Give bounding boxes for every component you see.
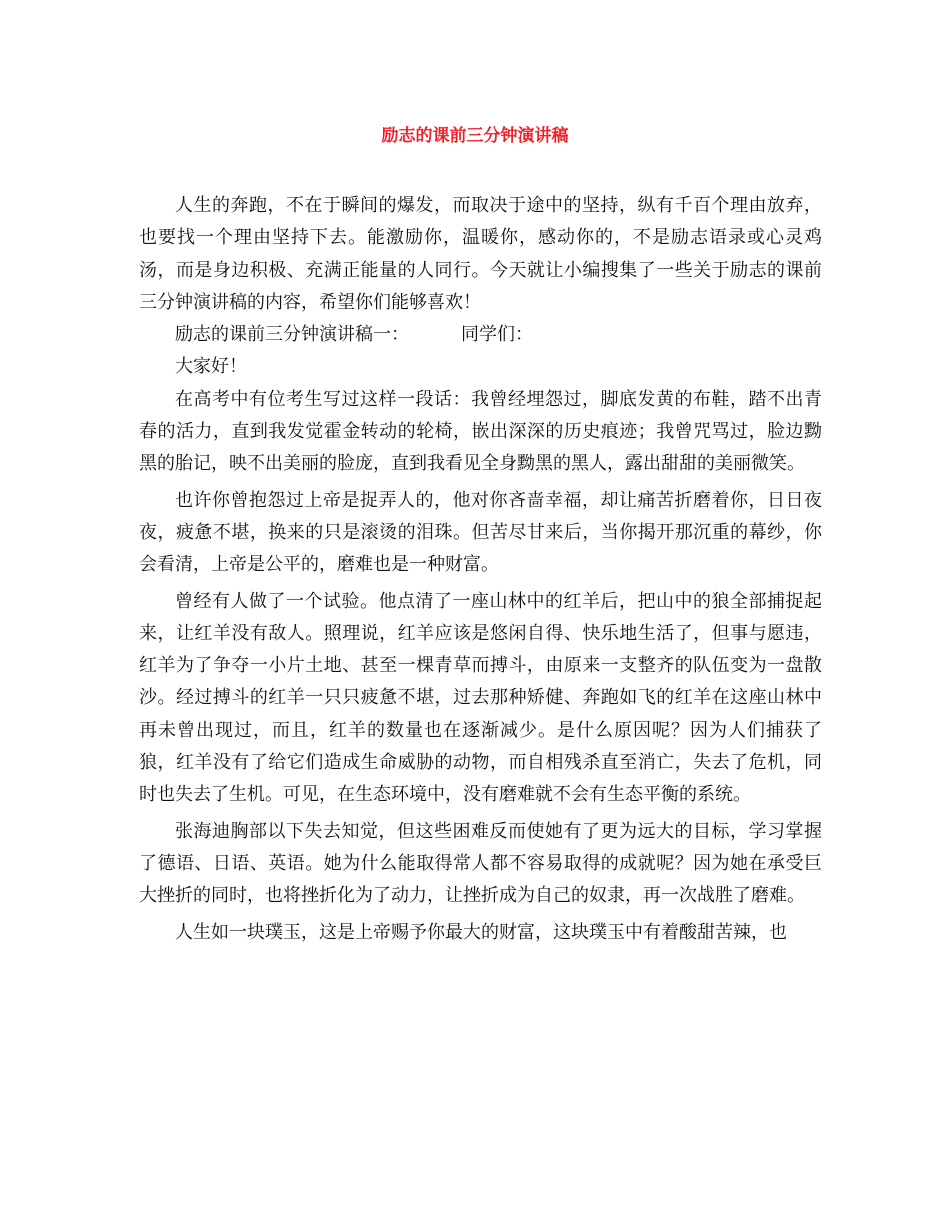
salutation: 同学们：: [461, 324, 533, 346]
body-paragraph: 也许你曾抱怨过上帝是捉弄人的，他对你吝啬幸福，却让痛苦折磨着你，日日夜夜，疲惫不堪，换来的只是滚烫的泪珠。但苦尽甘来后，当你揭开那沉重的幕纱，你会看清，上帝是公平的，磨难也是一种财富。: [139, 489, 822, 576]
greeting: 大家好！: [175, 356, 247, 378]
body-paragraph: 曾经有人做了一个试验。他点清了一座山林中的红羊后，把山中的狼全部捕捉起来，让红羊没有敌人。照理说，红羊应该是悠闲自得、快乐地生活了，但事与愿违，红羊为了争夺一小片土地、甚至一棵青草而搏斗，由原来一支整齐的队伍变为一盘散沙。经过搏斗的红羊一只只疲惫不堪，过去那种矫健、奔跑如飞的红羊在这座山林中再未曾出现过，而且，红羊的数量也在逐渐减少。是什么原因呢？因为人们捕获了狼，红羊没有了给它们造成生命威胁的动物，而自相残杀直至消亡，失去了危机，同时也失去了生机。可见，在生态环境中，没有磨难就不会有生态平衡的系统。: [139, 590, 822, 806]
document-body: [139, 190, 822, 949]
section-heading: 励志的课前三分钟演讲稿一：: [175, 324, 409, 346]
section-heading-line: [139, 319, 822, 351]
document-title: 励志的课前三分钟演讲稿: [381, 126, 569, 146]
body-paragraph: 张海迪胸部以下失去知觉，但这些困难反而使她有了更为远大的目标，学习掌握了德语、日语、英语。她为什么能取得常人都不容易取得的成就呢？因为她在承受巨大挫折的同时，也将挫折化为了动力，让挫折成为自己的奴隶，再一次战胜了磨难。: [139, 820, 822, 907]
intro-paragraph: 人生的奔跑，不在于瞬间的爆发，而取决于途中的坚持，纵有千百个理由放弃，也要找一个理由坚持下去。能激励你，温暖你，感动你的，不是励志语录或心灵鸡汤，而是身边积极、充满正能量的人同行。今天就让小编搜集了一些关于励志的课前三分钟演讲稿的内容，希望你们能够喜欢！: [139, 195, 822, 313]
body-paragraph: 在高考中有位考生写过这样一段话：我曾经埋怨过，脚底发黄的布鞋，踏不出青春的活力，直到我发觉霍金转动的轮椅，嵌出深深的历史痕迹；我曾咒骂过，脸边黝黑的胎记，映不出美丽的脸庞，直到我看见全身黝黑的黑人，露出甜甜的美丽微笑。: [139, 388, 822, 475]
body-paragraph: 人生如一块璞玉，这是上帝赐予你最大的财富，这块璞玉中有着酸甜苦辣，也: [175, 921, 787, 943]
